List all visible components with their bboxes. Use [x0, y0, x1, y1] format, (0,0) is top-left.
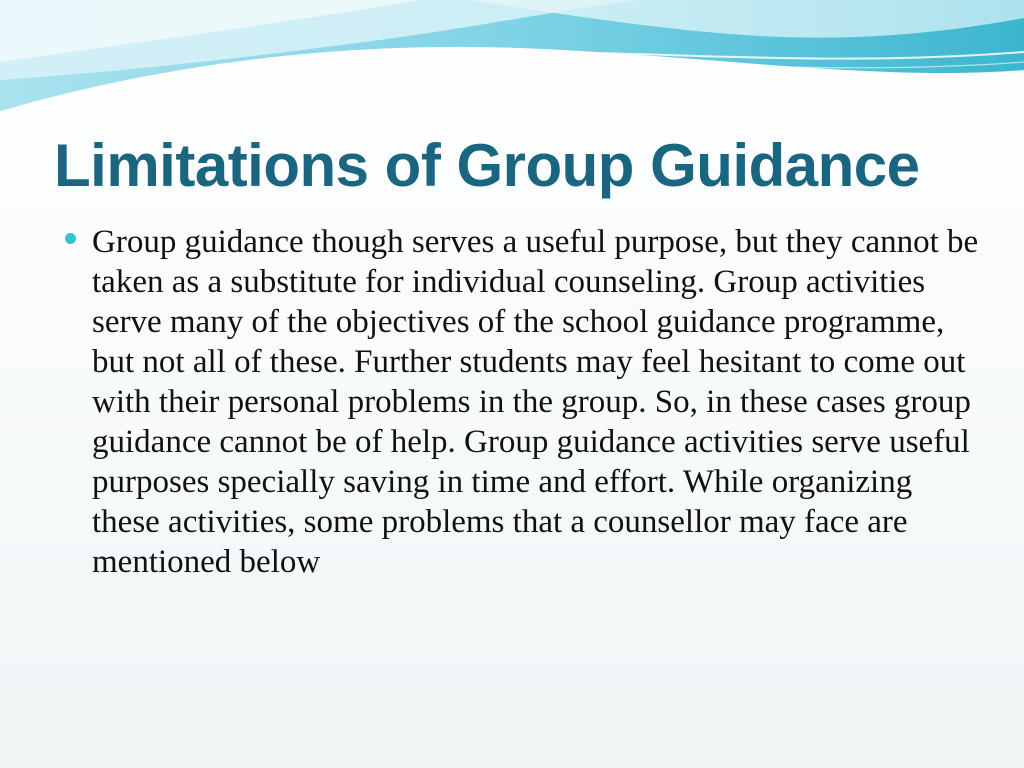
bullet-text: Group guidance though serves a useful purpose, but they cannot be taken as a substitute for individual counseling. Group activities serve many of the objectives of the school guidance programme, but not all of these. Further students may feel hesitant to come out with their personal problems in the group. So, in these cases group guidance cannot be of help. Group guidance activities serve useful purposes specially saving in time and effort. While organizing these activities, some problems that a counsellor may face are mentioned below — [92, 224, 979, 580]
bullet-list — [64, 222, 979, 582]
header-wave-decoration — [0, 0, 1024, 130]
slide-title: Limitations of Group Guidance — [54, 132, 920, 199]
bullet-icon — [65, 233, 76, 244]
list-item — [64, 222, 979, 582]
